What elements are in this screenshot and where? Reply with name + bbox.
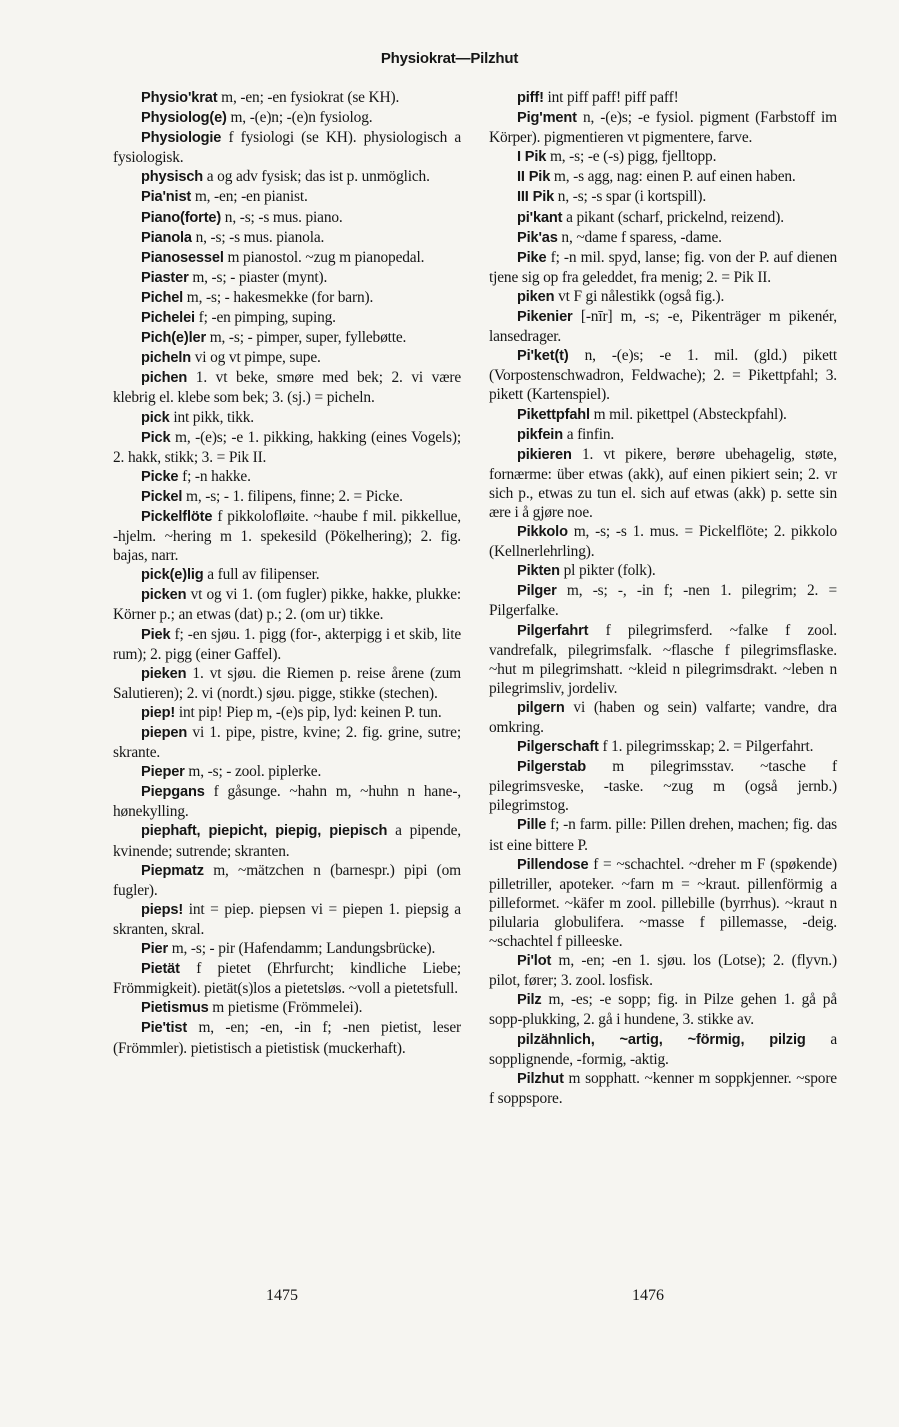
entry-definition: 1. vt pikere, berøre ubehagelig, støte, fornærme: über etwas (akk), auf einen pikiert sein; 2. vr sich p., etwas zu tun el. sich auf etwas (akk) p. sette sin ære i å gjøre noe. bbox=[489, 445, 837, 521]
entry-headword: pick bbox=[141, 409, 170, 426]
entry-definition: [-nīr] m, -s; -e, Pikenträger m pikenér, lansedrager. bbox=[489, 308, 837, 346]
dictionary-entry bbox=[113, 959, 461, 998]
entry-headword: picheln bbox=[141, 350, 192, 367]
dictionary-entry bbox=[489, 248, 837, 287]
entry-headword: Pickelflöte bbox=[141, 508, 213, 525]
entry-headword: Pier bbox=[141, 941, 168, 958]
entry-definition: m, ~mätzchen n (barnespr.) pipi (om fugler). bbox=[113, 861, 461, 899]
dictionary-entry bbox=[489, 815, 837, 854]
dictionary-entry bbox=[489, 581, 837, 620]
entry-headword: II Pik bbox=[517, 169, 551, 186]
entry-headword: Piaster bbox=[141, 269, 189, 286]
entry-headword: picken bbox=[141, 587, 187, 604]
entry-headword: Pik'as bbox=[517, 229, 558, 246]
entry-definition: int pip! Piep m, -(e)s pip, lyd: keinen P. tun. bbox=[178, 703, 442, 721]
entry-definition: m, -(e)s; -e 1. pikking, hakking (eines Vogels); 2. hakk, stikk; 3. = Pik II. bbox=[113, 428, 461, 466]
dictionary-entry bbox=[489, 445, 837, 522]
dictionary-entry bbox=[113, 268, 461, 288]
dictionary-entry bbox=[113, 128, 461, 167]
dictionary-entry bbox=[113, 208, 461, 228]
entry-headword: Pilger bbox=[517, 583, 557, 600]
entry-definition: a full av filipenser. bbox=[207, 566, 320, 584]
dictionary-entry bbox=[113, 900, 461, 939]
dictionary-entry bbox=[113, 861, 461, 900]
entry-headword: pieken bbox=[141, 665, 187, 682]
dictionary-entry bbox=[113, 428, 461, 467]
dictionary-entry bbox=[489, 346, 837, 404]
dictionary-entry bbox=[113, 703, 461, 723]
dictionary-entry bbox=[489, 208, 837, 228]
entry-definition: m, -s; -s 1. mus. = Pickelflöte; 2. pikkolo (Kellnerlehrling). bbox=[489, 523, 837, 561]
entry-definition: m, -(e)n; -(e)n fysiolog. bbox=[230, 109, 373, 127]
entry-headword: Pikenier bbox=[517, 309, 573, 326]
entry-definition: int pikk, tikk. bbox=[173, 408, 255, 426]
dictionary-entry bbox=[489, 698, 837, 737]
dictionary-entry bbox=[113, 467, 461, 487]
entry-definition: f; -n mil. spyd, lanse; fig. von der P. auf dienen tjene sig op fra geleddet, fra menig; 2. = Pik II. bbox=[489, 248, 838, 286]
dictionary-entry bbox=[489, 757, 837, 815]
entry-definition: f pilegrimsferd. ~falke f zool. vandrefalk, pilegrimsfalk. ~flasche f pilegrimsflaske. ~hut m pilegrimshatt. ~kleid n pilegrimsdrakt. ~leben n pilegrimsliv, jordeliv. bbox=[489, 621, 838, 697]
dictionary-entry bbox=[489, 621, 837, 698]
entry-definition: m, -s; - hakesmekke (for barn). bbox=[186, 288, 374, 306]
entry-headword: Pig'ment bbox=[517, 110, 577, 127]
entry-headword: Pilgerfahrt bbox=[517, 622, 589, 639]
entry-definition: a sopplignende, -formig, -aktig. bbox=[489, 1030, 837, 1068]
dictionary-entry bbox=[489, 405, 837, 425]
entry-headword: pilzähnlich, ~artig, ~förmig, pilzig bbox=[517, 1031, 806, 1048]
dictionary-entry bbox=[489, 88, 837, 108]
entry-definition: m pietisme (Frömmelei). bbox=[212, 999, 363, 1017]
dictionary-entry bbox=[113, 507, 461, 565]
dictionary-entry bbox=[489, 737, 837, 757]
entry-headword: Pilgerschaft bbox=[517, 739, 599, 756]
entry-headword: pichen bbox=[141, 370, 188, 387]
dictionary-entry bbox=[489, 951, 837, 990]
entry-definition: vt F gi nålestikk (også fig.). bbox=[558, 287, 725, 305]
dictionary-entry bbox=[489, 561, 837, 581]
entry-definition: m, -es; -e sopp; fig. in Pilze gehen 1. gå på sopp-plukking, 2. gå i hundene, 3. stikke av. bbox=[489, 991, 838, 1029]
entry-definition: f pikkolofløite. ~haube f mil. pikkellue, -hjelm. ~hering m 1. spekesild (Pökelhering); 2. fig. bajas, narr. bbox=[113, 507, 461, 565]
left-column bbox=[113, 88, 461, 1058]
entry-headword: Pianola bbox=[141, 229, 192, 246]
dictionary-entry bbox=[113, 248, 461, 268]
entry-headword: Pich(e)ler bbox=[141, 330, 207, 347]
entry-definition: f; -en pimping, suping. bbox=[198, 309, 336, 327]
entry-definition: f = ~schachtel. ~dreher m F (spøkende) pilletriller, apoteker. ~farn m = ~kraut. pillenförmig a pilleformet. ~käfer m zool. pillebille (byrrhus). ~kraut n pilularia globulifera. ~masse f pillemasse, -deig. ~schachtel f pilleeske. bbox=[489, 855, 837, 951]
entry-definition: vt og vi 1. (om fugler) pikke, hakke, plukke: Körner p.; an etwas (dat) p.; 2. (om ur) tikke. bbox=[113, 586, 462, 624]
entry-definition: m, -en; -en, -in f; -nen pietist, leser (Frömmler). pietistisch a pietistisk (muckerhaft). bbox=[113, 1019, 461, 1057]
dictionary-entry bbox=[489, 187, 837, 207]
dictionary-entry bbox=[489, 522, 837, 561]
entry-headword: Pilgerstab bbox=[517, 759, 587, 776]
entry-definition: f pietet (Ehrfurcht; kindliche Liebe; Frömmigkeit). pietät(s)los a pietetsløs. ~voll a pietetsfull. bbox=[113, 960, 461, 998]
entry-headword: Piano(forte) bbox=[141, 209, 222, 226]
dictionary-entry bbox=[113, 664, 461, 703]
right-column bbox=[489, 88, 837, 1108]
entry-headword: Physiologie bbox=[141, 130, 222, 147]
dictionary-entry bbox=[113, 167, 461, 187]
dictionary-entry bbox=[113, 108, 461, 128]
entry-headword: Pikten bbox=[517, 563, 560, 580]
page-number-right: 1476 bbox=[632, 1287, 664, 1304]
entry-headword: Pi'lot bbox=[517, 953, 552, 970]
entry-headword: piep! bbox=[141, 704, 176, 721]
entry-headword: pikfein bbox=[517, 426, 563, 443]
dictionary-entry bbox=[113, 368, 461, 407]
page-number-left: 1475 bbox=[266, 1287, 298, 1304]
dictionary-entry bbox=[113, 1018, 461, 1057]
entry-headword: Pikkolo bbox=[517, 524, 568, 541]
dictionary-entry bbox=[113, 625, 461, 664]
entry-headword: Piepmatz bbox=[141, 862, 204, 879]
entry-definition: n, -s; -s spar (i kortspill). bbox=[557, 188, 707, 206]
entry-definition: int piff paff! piff paff! bbox=[547, 89, 679, 106]
entry-definition: f gåsunge. ~hahn m, ~huhn n hane-, hønekylling. bbox=[113, 783, 461, 821]
entry-definition: m, -s; -e (-s) pigg, fjelltopp. bbox=[549, 148, 717, 166]
entry-definition: m, -s; - 1. filipens, finne; 2. = Picke. bbox=[186, 487, 403, 505]
entry-headword: Physiolog(e) bbox=[141, 110, 227, 127]
dictionary-entry bbox=[489, 287, 837, 307]
dictionary-entry bbox=[489, 108, 837, 147]
entry-definition: f 1. pilegrimsskap; 2. = Pilgerfahrt. bbox=[602, 738, 814, 756]
entry-definition: pl pikter (folk). bbox=[563, 562, 656, 580]
entry-definition: 1. vt sjøu. die Riemen p. reise årene (zum Salutieren); 2. vi (nordt.) sjøu. pigge, stikke (stechen). bbox=[113, 664, 461, 702]
entry-headword: Pille bbox=[517, 817, 547, 834]
entry-definition: n, ~dame f sparess, -dame. bbox=[561, 228, 722, 246]
entry-headword: Pichelei bbox=[141, 310, 195, 327]
dictionary-entry bbox=[489, 167, 837, 187]
entry-headword: Picke bbox=[141, 468, 179, 485]
entry-definition: a pikant (scharf, prickelnd, reizend). bbox=[566, 208, 784, 226]
entry-headword: piken bbox=[517, 288, 555, 305]
entry-definition: n, -s; -s mus. piano. bbox=[224, 208, 343, 226]
dictionary-entry bbox=[489, 855, 837, 951]
dictionary-entry bbox=[489, 990, 837, 1029]
entry-headword: Pick bbox=[141, 429, 171, 446]
entry-definition: n, -s; -s mus. pianola. bbox=[195, 228, 325, 246]
dictionary-entry bbox=[489, 1030, 837, 1069]
dictionary-entry bbox=[489, 228, 837, 248]
entry-definition: f; -n farm. pille: Pillen drehen, machen; fig. das ist eine bittere P. bbox=[489, 816, 838, 854]
dictionary-entry bbox=[113, 565, 461, 585]
entry-definition: m, -s agg, nag: einen P. auf einen haben. bbox=[553, 168, 796, 186]
entry-headword: Pilzhut bbox=[517, 1070, 564, 1087]
entry-headword: physisch bbox=[141, 169, 204, 186]
entry-definition: a finfin. bbox=[566, 425, 615, 443]
entry-headword: piephaft, piepicht, piepig, piepisch bbox=[141, 823, 388, 840]
entry-definition: m, -en; -en pianist. bbox=[194, 188, 308, 206]
entry-headword: I Pik bbox=[517, 149, 547, 166]
dictionary-entry bbox=[489, 425, 837, 445]
entry-headword: pieps! bbox=[141, 901, 184, 918]
dictionary-entry bbox=[113, 328, 461, 348]
entry-definition: vi 1. pipe, pistre, kvine; 2. fig. grine, sutre; skrante. bbox=[113, 724, 461, 762]
entry-headword: Pietismus bbox=[141, 1000, 209, 1017]
dictionary-entry bbox=[113, 939, 461, 959]
entry-headword: piff! bbox=[517, 90, 544, 106]
entry-definition: n, -(e)s; -e 1. mil. (gld.) pikett (Vorpostenschwadron, Feldwache); 2. = Pikettpfahl; 3. pikett (Kartenspiel). bbox=[489, 347, 838, 404]
entry-definition: n, -(e)s; -e fysiol. pigment (Farbstoff im Körper). pigmentieren vt pigmentere, farve. bbox=[489, 109, 837, 147]
entry-headword: Piek bbox=[141, 626, 171, 643]
entry-headword: III Pik bbox=[517, 189, 555, 206]
dictionary-entry bbox=[113, 228, 461, 248]
dictionary-entry bbox=[113, 762, 461, 782]
entry-headword: Pilz bbox=[517, 992, 542, 1009]
dictionary-entry bbox=[113, 308, 461, 328]
running-header: Physiokrat—Pilzhut bbox=[380, 50, 519, 67]
dictionary-entry bbox=[113, 821, 461, 860]
entry-headword: pilgern bbox=[517, 699, 565, 716]
entry-definition: vi og vt pimpe, supe. bbox=[194, 349, 321, 367]
entry-headword: pi'kant bbox=[517, 209, 563, 226]
entry-headword: Pike bbox=[517, 249, 547, 266]
entry-definition: m, -en; -en fysiokrat (se KH). bbox=[221, 89, 400, 106]
entry-definition: vi (haben og sein) valfarte; vandre, dra omkring. bbox=[489, 698, 837, 736]
entry-headword: Pia'nist bbox=[141, 189, 192, 206]
entry-definition: m sopphatt. ~kenner m soppkjenner. ~spore f soppspore. bbox=[489, 1069, 837, 1107]
entry-definition: f; -en sjøu. 1. pigg (for-, akterpigg i et skib, lite rum); 2. pigg (einer Gaffel). bbox=[113, 625, 461, 663]
entry-headword: Pikettpfahl bbox=[517, 406, 590, 423]
entry-definition: m, -s; -, -in f; -nen 1. pilegrim; 2. = Pilgerfalke. bbox=[489, 582, 837, 620]
entry-headword: pick(e)lig bbox=[141, 567, 204, 584]
entry-definition: 1. vt beke, smøre med bek; 2. vi være klebrig el. klebe som bek; 3. (sj.) = picheln. bbox=[113, 369, 461, 407]
dictionary-entry bbox=[113, 348, 461, 368]
entry-definition: int = piep. piepsen vi = piepen 1. piepsig a skranten, skral. bbox=[113, 900, 461, 938]
dictionary-entry bbox=[113, 288, 461, 308]
entry-definition: m, -en; -en 1. sjøu. los (Lotse); 2. (flyvn.) pilot, fører; 3. zool. losfisk. bbox=[489, 952, 837, 990]
dictionary-entry bbox=[489, 307, 837, 346]
entry-definition: m pilegrimsstav. ~tasche f pilegrimsveske, -taske. ~zug m (også jernb.) pilegrimstog. bbox=[489, 758, 837, 815]
entry-definition: m, -s; - pir (Hafendamm; Landungsbrücke). bbox=[171, 940, 436, 958]
dictionary-entry bbox=[113, 487, 461, 507]
entry-headword: Pieper bbox=[141, 764, 185, 781]
entry-definition: f; -n hakke. bbox=[182, 467, 251, 485]
entry-definition: f fysiologi (se KH). physiologisch a fysiologisk. bbox=[113, 129, 462, 167]
entry-headword: Pie'tist bbox=[141, 1020, 188, 1037]
dictionary-entry bbox=[113, 585, 461, 624]
entry-headword: Pi'ket(t) bbox=[517, 348, 569, 365]
dictionary-entry bbox=[113, 187, 461, 207]
entry-definition: a og adv fysisk; das ist p. unmöglich. bbox=[206, 168, 430, 186]
dictionary-entry bbox=[113, 998, 461, 1018]
dictionary-entry bbox=[113, 782, 461, 821]
entry-headword: Piepgans bbox=[141, 784, 205, 801]
dictionary-entry bbox=[113, 723, 461, 762]
entry-headword: pikieren bbox=[517, 446, 572, 463]
entry-definition: m pianostol. ~zug m pianopedal. bbox=[227, 248, 425, 266]
entry-headword: Pickel bbox=[141, 488, 183, 505]
entry-headword: Pillendose bbox=[517, 856, 589, 873]
entry-definition: m, -s; - zool. piplerke. bbox=[188, 763, 322, 781]
entry-definition: m, -s; - pimper, super, fyllebøtte. bbox=[209, 329, 407, 347]
entry-headword: Pietät bbox=[141, 961, 180, 978]
dictionary-entry bbox=[489, 147, 837, 167]
entry-headword: Pianosessel bbox=[141, 249, 224, 266]
entry-definition: a pipende, kvinende; sutrende; skranten. bbox=[113, 822, 462, 860]
entry-definition: m mil. pikettpel (Absteckpfahl). bbox=[593, 405, 787, 423]
entry-definition: m, -s; - piaster (mynt). bbox=[192, 268, 328, 286]
dictionary-entry bbox=[113, 408, 461, 428]
dictionary-entry bbox=[113, 88, 461, 108]
dictionary-entry bbox=[489, 1069, 837, 1108]
entry-headword: piepen bbox=[141, 725, 188, 741]
entry-headword: Physio'krat bbox=[141, 90, 218, 106]
entry-headword: Pichel bbox=[141, 289, 184, 306]
